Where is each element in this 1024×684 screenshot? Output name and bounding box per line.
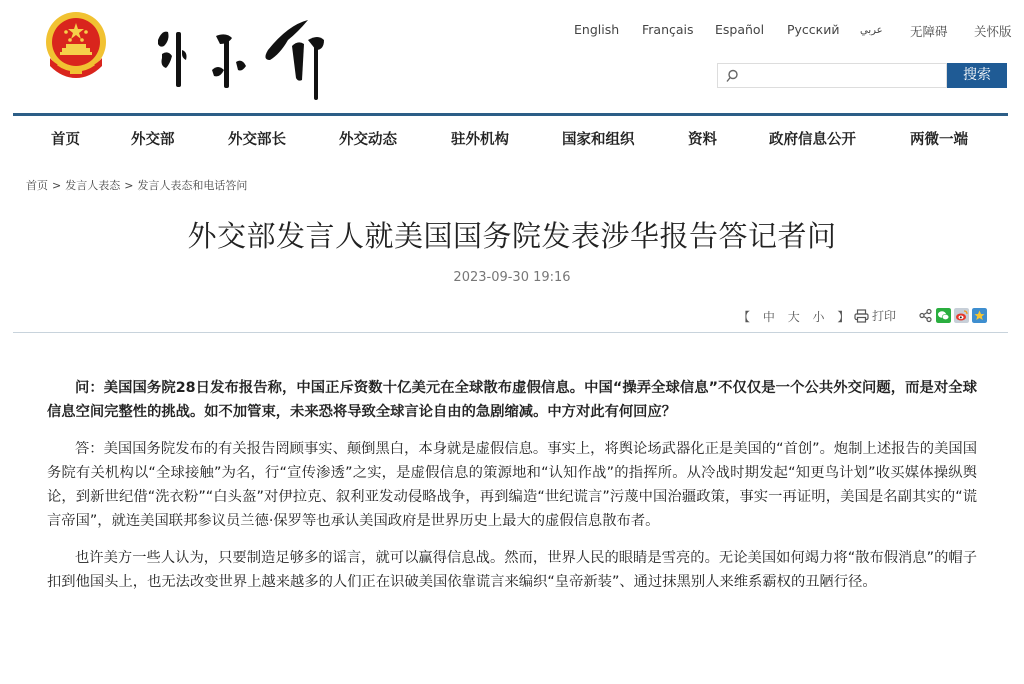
- search-icon: [724, 68, 740, 84]
- qzone-icon[interactable]: [972, 308, 987, 323]
- nav-item-social-apps[interactable]: 两微一端: [910, 132, 968, 148]
- font-size-control: [738, 308, 858, 325]
- nav-item-gov-info[interactable]: 政府信息公开: [769, 132, 856, 148]
- article-title: 外交部发言人就美国国务院发表涉华报告答记者问: [187, 219, 837, 253]
- nav-item-ministry[interactable]: 外交部: [131, 132, 175, 148]
- breadcrumb-current[interactable]: 发言人表态和电话答问: [137, 179, 248, 192]
- nav-item-resources[interactable]: 资料: [688, 132, 717, 148]
- answer-paragraph: 也许美方一些人认为，只要制造足够多的谣言，就可以赢得信息战。然而，世界人民的眼睛是雪亮的。无论美国如何竭力将“散布假消息”的帽子扣到他国头上，也无法改变世界上越来越多的人们正在识破美国依靠谎言来编织“皇帝新装”、通过抹黑别人来维系霸权的丑陋行径。: [47, 550, 977, 590]
- language-bar: [560, 22, 1024, 42]
- nav-item-missions-overseas[interactable]: 驻外机构: [451, 132, 509, 148]
- print-button[interactable]: [854, 307, 896, 324]
- breadcrumb-home[interactable]: 首页: [26, 179, 48, 192]
- print-label: 打印: [872, 309, 897, 323]
- search-button[interactable]: 搜索: [947, 63, 1007, 88]
- font-size-small[interactable]: 小: [812, 310, 825, 324]
- weibo-icon[interactable]: [954, 308, 969, 323]
- breadcrumb-separator: >: [124, 179, 134, 192]
- nav-item-minister[interactable]: 外交部长: [228, 132, 286, 148]
- lang-spanish[interactable]: Español: [715, 22, 765, 37]
- breadcrumb-spokesperson[interactable]: 发言人表态: [65, 179, 121, 192]
- article-body: [47, 376, 977, 607]
- article-header-divider: [13, 332, 1008, 333]
- nav-item-home[interactable]: 首页: [51, 132, 80, 148]
- lang-french[interactable]: Français: [642, 22, 694, 37]
- breadcrumb: [26, 177, 247, 193]
- lang-english[interactable]: English: [574, 22, 620, 37]
- printer-icon: [854, 309, 869, 323]
- care-version-link[interactable]: 关怀版: [974, 24, 1012, 39]
- mfa-calligraphy-logo[interactable]: [148, 10, 338, 105]
- accessibility-link[interactable]: 无障碍: [910, 24, 948, 39]
- share-icon[interactable]: [918, 308, 933, 323]
- font-size-large[interactable]: 大: [787, 310, 800, 324]
- nav-item-diplomatic-news[interactable]: 外交动态: [339, 132, 397, 148]
- search-input[interactable]: [744, 67, 942, 84]
- search-box: [717, 63, 947, 88]
- article-date: 2023-09-30 19:16: [453, 270, 571, 285]
- lang-russian[interactable]: Русский: [787, 22, 840, 37]
- nav-item-countries-orgs[interactable]: 国家和组织: [562, 132, 635, 148]
- answer-paragraph: 答：美国国务院发布的有关报告罔顾事实、颠倒黑白，本身就是虚假信息。事实上，将舆论场武器化正是美国的“首创”。炮制上述报告的美国国务院有关机构以“全球接触”为名，行“宣传渗透”之实，是虚假信息的策源地和“认知作战”的指挥所。从冷战时期发起“知更鸟计划”收买媒体操纵舆论，到新世纪借“洗衣粉”“白头盔”对伊拉克、叙利亚发动侵略战争，再到编造“世纪谎言”污蔑中国治疆政策，事实一再证明，美国是名副其实的“谎言帝国”，就连美国联邦参议员兰德·保罗等也承认美国政府是世界历史上最大的虚假信息散布者。: [47, 441, 977, 529]
- bracket-open: 【: [738, 310, 751, 324]
- site-header: [0, 0, 1024, 112]
- national-emblem-icon[interactable]: [40, 10, 112, 82]
- lang-arabic[interactable]: عربي: [860, 25, 883, 36]
- font-size-medium[interactable]: 中: [762, 310, 775, 324]
- main-nav: [0, 116, 1024, 156]
- bracket-close: 】: [837, 310, 850, 324]
- breadcrumb-separator: >: [52, 179, 62, 192]
- wechat-icon[interactable]: [936, 308, 951, 323]
- question-paragraph: 问：美国国务院28日发布报告称，中国正斥资数十亿美元在全球散布虚假信息。中国“操弄全球信息”不仅仅是一个公共外交问题，而是对全球信息空间完整性的挑战。如不加管束，未来恐将导致全球言论自由的急剧缩减。中方对此有何回应？: [47, 380, 977, 420]
